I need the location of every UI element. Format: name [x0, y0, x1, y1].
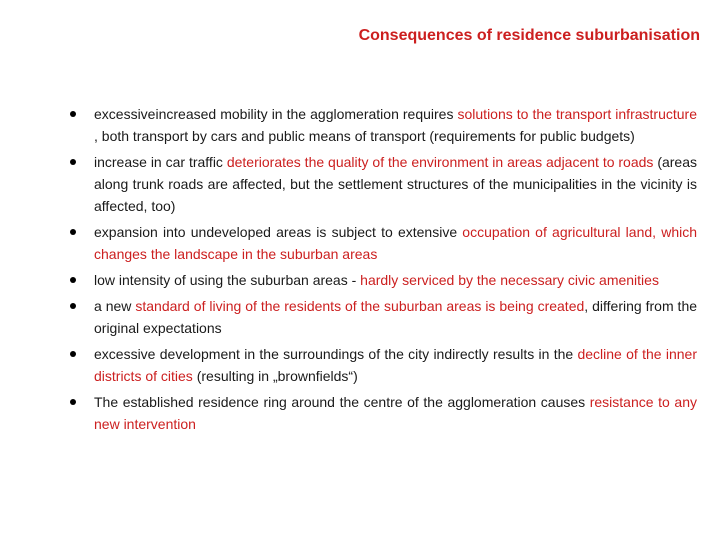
bullet-icon — [70, 229, 76, 235]
bullet-item-car-traffic — [66, 151, 697, 217]
bullet-icon — [70, 351, 76, 357]
slide-title: Consequences of residence suburbanisation — [358, 27, 700, 44]
bullet-text: (resulting in „brownfields“) — [192, 368, 358, 384]
bullet-item-expansion — [66, 221, 697, 265]
bullet-highlight: resistance to any new intervention — [94, 394, 697, 432]
bullet-item-residence-ring — [66, 391, 697, 435]
bullet-item-low-intensity — [66, 269, 697, 291]
bullet-item-standard-of-living — [66, 295, 697, 339]
bullet-icon — [70, 159, 76, 165]
bullet-icon — [70, 277, 76, 283]
bullet-list — [66, 103, 697, 439]
bullet-text: , both transport by cars and public means of transport (requirements for public budgets) — [94, 128, 635, 144]
bullet-text: expansion into undeveloped areas is subject to extensive — [94, 224, 463, 240]
bullet-highlight: standard of living of the residents of the suburban areas is being created — [135, 298, 585, 314]
bullet-highlight: solutions to the transport infrastructure — [457, 106, 697, 122]
bullet-item-mobility — [66, 103, 697, 147]
bullet-icon — [70, 399, 76, 405]
bullet-icon — [70, 111, 76, 117]
bullet-text: excessive development in the surroundings of the city indirectly results in the — [94, 346, 578, 362]
bullet-icon — [70, 303, 76, 309]
bullet-highlight: decline of the inner districts of cities — [94, 346, 697, 384]
bullet-text: (areas along trunk roads are affected, but the settlement structures of the municipalities in the vicinity is affected, too) — [94, 154, 698, 214]
bullet-text: excessiveincreased mobility in the agglomeration requires — [94, 106, 458, 122]
bullet-text: , differing from the original expectations — [94, 298, 698, 336]
bullet-text: a new — [94, 298, 136, 314]
bullet-highlight: deteriorates the quality of the environment in areas adjacent to roads — [226, 154, 654, 170]
bullet-highlight: hardly serviced by the necessary civic amenities — [360, 272, 659, 288]
bullet-text: increase in car traffic — [94, 154, 227, 170]
bullet-item-excessive-development — [66, 343, 697, 387]
bullet-highlight: occupation of agricultural land, which changes the landscape in the suburban areas — [94, 224, 698, 262]
bullet-text: low intensity of using the suburban areas - — [94, 272, 361, 288]
bullet-text: The established residence ring around the centre of the agglomeration causes — [94, 394, 590, 410]
